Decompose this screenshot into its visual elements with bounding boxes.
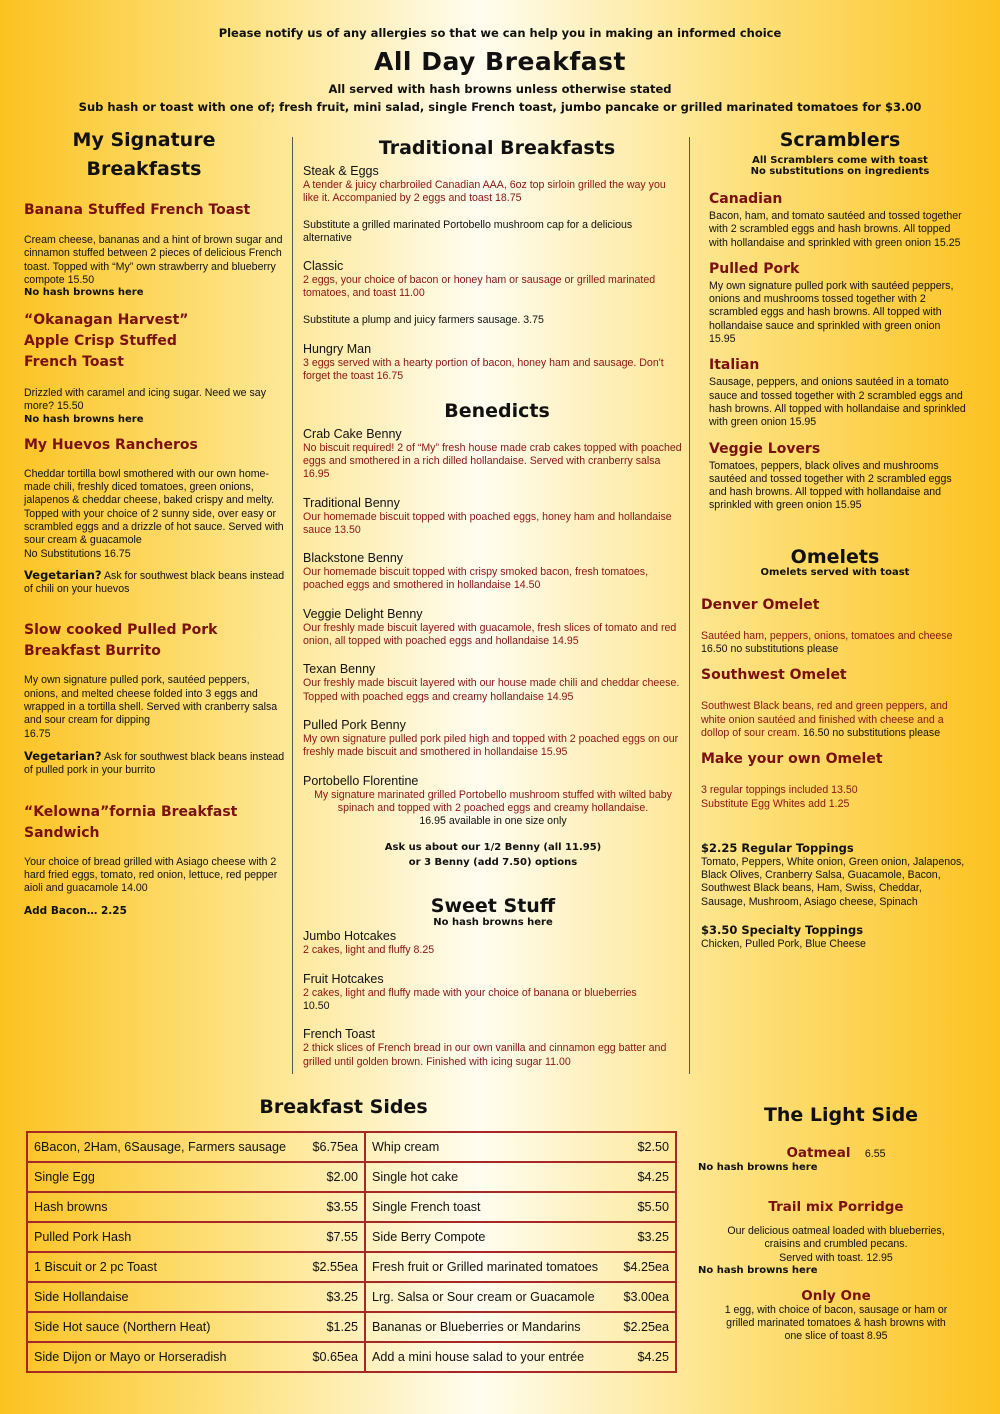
burrito-description: My own signature pulled pork, sautéed peppers, onions, and melted cheese folded into 3 eggs and wrapped in a tortilla shell. Served with cranberry salsa and sour cream for dipping: [24, 674, 278, 727]
side-item-price: $2.50: [637, 1140, 669, 1154]
specialty-toppings-title: $3.50 Specialty Toppings: [701, 923, 864, 938]
banana-note: No hash browns here: [24, 287, 144, 299]
hungry-name: Hungry Man: [303, 342, 372, 357]
porridge-note: No hash browns here: [698, 1264, 818, 1276]
side-item-name: Hash browns: [34, 1200, 108, 1214]
side-item-name: Fresh fruit or Grilled marinated tomatoes: [372, 1260, 599, 1274]
porridge-description: Our delicious oatmeal loaded with blueberries, craisins and crumbled pecans. Served with toast. 12.95: [727, 1225, 945, 1264]
light-side-title: The Light Side: [763, 1104, 919, 1126]
crab-name: Crab Cake Benny: [303, 426, 402, 441]
canadian-title: Canadian: [709, 191, 783, 207]
menu-title: All Day Breakfast: [374, 47, 626, 76]
sides-cell-right: [365, 1222, 676, 1252]
canadian-description: Bacon, ham, and tomato sautéed and tossed together with 2 scrambled eggs and hash browns. All topped with hollandaise and sprinkled with green onion 15.25: [709, 210, 962, 249]
side-item-price: $6.75ea: [312, 1140, 358, 1154]
denver-description: Sautéed ham, peppers, onions, tomatoes and cheese: [701, 629, 953, 642]
sides-cell-right: [365, 1282, 676, 1312]
portobello-price: 16.95 available in one size only: [419, 815, 567, 828]
menu-subtitle: All served with hash browns unless otherwise stated: [328, 82, 672, 96]
jumbo-description: 2 cakes, light and fluffy 8.25: [303, 944, 435, 957]
classic-name: Classic: [303, 259, 344, 274]
burrito-price: 16.75: [24, 727, 51, 740]
sides-cell-left: [27, 1132, 365, 1162]
huevos-description: Cheddar tortilla bowl smothered with our own home-made chili, freshly diced tomatoes, green onions, jalapenos & cheddar cheese, baked crispy and melty. Topped with your choice of 2 sunny side, over easy or scrambled eggs and a drizzle of hot sauce. Served with sour cream & guacamole: [24, 467, 284, 547]
side-item-price: $2.25ea: [623, 1320, 669, 1334]
sides-cell-left: [27, 1192, 365, 1222]
column-divider-left: [292, 137, 293, 1074]
steak-name: Steak & Eggs: [303, 164, 379, 178]
burrito-vegetarian: Vegetarian? Ask for southwest black beans instead of pulled pork in your burrito: [24, 748, 285, 777]
sweet-title: Sweet Stuff: [430, 895, 556, 918]
pulled-scrambler-title: Pulled Pork: [709, 260, 800, 277]
veggie-benny-description: Our freshly made biscuit layered with guacamole, fresh slices of tomato and red onion, all topped with poached eggs and hollandaise 14.95: [303, 621, 677, 648]
right-column: [701, 126, 969, 951]
side-item-name: Single French toast: [372, 1200, 481, 1214]
sides-cell-right: [365, 1342, 676, 1372]
side-item-name: Side Dijon or Mayo or Horseradish: [34, 1350, 227, 1364]
sides-cell-right: [365, 1252, 676, 1282]
sides-cell-right: [365, 1312, 676, 1342]
side-item-name: Lrg. Salsa or Sour cream or Guacamole: [372, 1290, 595, 1304]
side-item-name: Single Egg: [34, 1170, 95, 1184]
fruit-description: 2 cakes, light and fluffy made with your choice of banana or blueberries: [303, 986, 637, 999]
middle-column: [303, 134, 683, 1069]
blackstone-name: Blackstone Benny: [303, 551, 404, 566]
banana-description: Cream cheese, bananas and a hint of brown sugar and cinnamon stuffed between 2 pieces of delicious French toast. Topped with “My” own strawberry and blueberry compote 15.50: [24, 234, 283, 286]
benny-options-note: Ask us about our 1/2 Benny (all 11.95) or 3 Benny (add 7.50) options: [384, 842, 602, 869]
oatmeal-note: No hash browns here: [698, 1162, 818, 1173]
sides-row: [27, 1342, 676, 1372]
only-one-title: Only One: [801, 1287, 871, 1304]
column-divider-right: [689, 137, 690, 1074]
side-item-name: 6Bacon, 2Ham, 6Sausage, Farmers sausage: [34, 1140, 287, 1154]
sides-row: [27, 1252, 676, 1282]
sides-cell-left: [27, 1342, 365, 1372]
side-item-price: $4.25: [637, 1170, 669, 1184]
sides-cell-right: [365, 1132, 676, 1162]
banana-title: Banana Stuffed French Toast: [24, 202, 251, 218]
french-toast-name: French Toast: [303, 1027, 376, 1042]
side-item-name: Single hot cake: [372, 1170, 459, 1184]
sides-title: Breakfast Sides: [259, 1096, 428, 1118]
texan-description: Our freshly made biscuit layered with our house made chili and cheddar cheese. Topped with poached eggs and creamy hollandaise 14.95: [303, 677, 680, 703]
oatmeal-row: [698, 1144, 974, 1162]
french-toast-description: 2 thick slices of French bread in our own vanilla and cinnamon egg batter and grilled until golden brown. Finished with icing sugar 11.00: [303, 1042, 667, 1068]
fruit-name: Fruit Hotcakes: [303, 971, 384, 986]
texan-name: Texan Benny: [303, 662, 376, 677]
southwest-description: Southwest Black beans, red and green peppers, and white onion sautéed and finished with cheese and a dollop of sour cream. 16.50 no substitutions please: [701, 700, 948, 739]
pulled-benny-name: Pulled Pork Benny: [303, 717, 406, 732]
side-item-name: Side Hollandaise: [34, 1290, 129, 1304]
scramblers-title: Scramblers: [779, 129, 901, 151]
sweet-note: No hash browns here: [433, 917, 553, 929]
sides-row: [27, 1222, 676, 1252]
side-item-name: Whip cream: [372, 1140, 440, 1154]
sides-row: [27, 1192, 676, 1222]
sides-cell-left: [27, 1282, 365, 1312]
hungry-description: 3 eggs served with a hearty portion of bacon, honey ham and sausage. Don't forget the toast 16.75: [303, 357, 664, 383]
steak-substitute: Substitute a grilled marinated Portobello mushroom cap for a delicious alternative: [303, 218, 633, 244]
signature-section: [24, 126, 286, 917]
sides-row: [27, 1282, 676, 1312]
side-item-price: $3.25: [326, 1290, 358, 1304]
side-item-name: 1 Biscuit or 2 pc Toast: [34, 1260, 157, 1274]
light-side-section: [698, 1101, 974, 1344]
huevos-vegetarian: Vegetarian? Ask for southwest black beans instead of chili on your huevos: [24, 567, 285, 596]
benedicts-title: Benedicts: [444, 399, 550, 422]
classic-substitute: Substitute a plump and juicy farmers sausage. 3.75: [303, 313, 544, 326]
own-omelet-title: Make your own Omelet: [701, 751, 883, 768]
blackstone-description: Our homemade biscuit topped with crispy smoked bacon, fresh tomatoes, poached eggs and smothered in hollandaise 14.50: [303, 566, 649, 592]
own-omelet-line-2: Substitute Egg Whites add 1.25: [701, 797, 850, 810]
jumbo-name: Jumbo Hotcakes: [303, 929, 397, 944]
sides-cell-left: [27, 1162, 365, 1192]
veggie-lovers-description: Tomatoes, peppers, black olives and mushrooms sautéed and tossed together with 2 scrambled eggs and hash browns. All topped with hollandaise and sprinkled with green onion 15.95: [709, 459, 952, 512]
sides-cell-left: [27, 1312, 365, 1342]
veggie-benny-name: Veggie Delight Benny: [303, 606, 423, 621]
trad-benny-name: Traditional Benny: [303, 495, 400, 510]
denver-price: 16.50 no substitutions please: [701, 643, 839, 656]
southwest-title: Southwest Omelet: [701, 667, 847, 684]
sides-cell-left: [27, 1222, 365, 1252]
menu-substitution-note: Sub hash or toast with one of; fresh fruit, mini salad, single French toast, jumbo pancake or grilled marinated tomatoes for $3.00: [78, 100, 922, 114]
pulled-scrambler-description: My own signature pulled pork with sautéed peppers, onions and mushrooms tossed together with 2 scrambled eggs and hash browns. All topped with hollandaise sauce and sprinkled with green onion 15.95: [709, 279, 954, 346]
omelets-title: Omelets: [790, 545, 880, 568]
own-omelet-line-1: 3 regular toppings included 13.50: [701, 784, 858, 797]
okanagan-note: No hash browns here: [24, 413, 144, 425]
oatmeal-price: 6.55: [864, 1148, 886, 1160]
side-item-price: $1.25: [326, 1320, 358, 1334]
huevos-price: No Substitutions 16.75: [24, 547, 131, 560]
sides-cell-left: [27, 1252, 365, 1282]
signature-title: My Signature Breakfasts: [72, 129, 216, 180]
burrito-title: Slow cooked Pulled Pork Breakfast Burrito: [24, 622, 218, 660]
only-one-description: 1 egg, with choice of bacon, sausage or ham or grilled marinated tomatoes & hash browns with one slice of toast 8.95: [724, 1303, 948, 1343]
steak-description: A tender & juicy charbroiled Canadian AAA, 6oz top sirloin grilled the way you like it. Accompanied by 2 eggs and toast 18.75: [303, 179, 666, 205]
italian-description: Sausage, peppers, and onions sautéed in a tomato sauce and tossed together with 2 scrambled eggs and hash browns. All topped with hollandaise and sprinkled with green onion 15.95: [709, 376, 966, 429]
okanagan-title: “Okanagan Harvest” Apple Crisp Stuffed French Toast: [24, 312, 189, 371]
sides-row: [27, 1162, 676, 1192]
italian-title: Italian: [709, 357, 760, 374]
side-item-name: Add a mini house salad to your entrée: [372, 1350, 585, 1364]
regular-toppings-list: Tomato, Peppers, White onion, Green onion, Jalapenos, Black Olives, Cranberry Salsa, Guacamole, Bacon, Southwest Black beans, Ham, Swiss, Cheddar, Sausage, Mushroom, Asiago cheese, Spinach: [701, 855, 965, 908]
huevos-title: My Huevos Rancheros: [24, 436, 198, 453]
scramblers-note-1: All Scramblers come with toast: [752, 155, 928, 166]
sides-row: [27, 1312, 676, 1342]
side-item-price: $0.65ea: [312, 1350, 358, 1364]
trad-benny-description: Our homemade biscuit topped with poached eggs, honey ham and hollandaise sauce 13.50: [303, 510, 672, 536]
classic-description: 2 eggs, your choice of bacon or honey ham or sausage or grilled marinated tomatoes, and toast 11.00: [303, 274, 656, 300]
veggie-lovers-title: Veggie Lovers: [709, 440, 821, 457]
oatmeal-title: Oatmeal: [786, 1145, 851, 1161]
denver-title: Denver Omelet: [701, 596, 820, 613]
side-item-price: $4.25: [637, 1350, 669, 1364]
omelets-note: Omelets served with toast: [760, 566, 910, 578]
side-item-price: $3.55: [326, 1200, 358, 1214]
side-item-price: $4.25ea: [623, 1260, 669, 1274]
sides-row: [27, 1132, 676, 1162]
side-item-name: Bananas or Blueberries or Mandarins: [372, 1320, 581, 1334]
side-item-price: $3.00ea: [623, 1290, 669, 1304]
sides-table: [26, 1131, 677, 1373]
side-item-name: Side Berry Compote: [372, 1230, 486, 1244]
sides-cell-right: [365, 1192, 676, 1222]
crab-description: No biscuit required! 2 of “My” fresh house made crab cakes topped with poached eggs and smothered in a rich dilled hollandaise. Served with cranberry salsa 16.95: [303, 441, 682, 481]
side-item-name: Pulled Pork Hash: [34, 1230, 132, 1244]
allergy-note: Please notify us of any allergies so that we can help you in making an informed choice: [218, 26, 782, 40]
regular-toppings-title: $2.25 Regular Toppings: [701, 840, 854, 855]
sides-cell-right: [365, 1162, 676, 1192]
side-item-price: $7.55: [326, 1230, 358, 1244]
kelowna-add-bacon: Add Bacon… 2.25: [24, 905, 127, 918]
porridge-title: Trail mix Porridge: [768, 1199, 904, 1215]
side-item-price: $5.50: [637, 1200, 669, 1214]
scramblers-note-2: No substitutions on ingredients: [750, 166, 930, 177]
pulled-benny-description: My own signature pulled pork piled high and topped with 2 poached eggs on our freshly made biscuit and smothered in hollandaise 15.95: [303, 732, 679, 759]
side-item-price: $3.25: [637, 1230, 669, 1244]
scramblers-list: [709, 189, 969, 513]
portobello-name: Portobello Florentine: [303, 773, 419, 788]
kelowna-description: Your choice of bread grilled with Asiago cheese with 2 hard fried eggs, tomato, red onion, lettuce, red pepper aioli and guacamole 14.00: [24, 855, 278, 895]
portobello-description: My signature marinated grilled Portobello mushroom stuffed with wilted baby spinach and topped with 2 poached eggs and creamy hollandaise.: [314, 788, 672, 814]
side-item-price: $2.00: [326, 1170, 358, 1184]
side-item-price: $2.55ea: [312, 1260, 358, 1274]
okanagan-description: Drizzled with caramel and icing sugar. Need we say more? 15.50: [24, 387, 267, 413]
traditional-title: Traditional Breakfasts: [378, 137, 616, 159]
fruit-price: 10.50: [303, 1000, 330, 1013]
specialty-toppings-list: Chicken, Pulled Pork, Blue Cheese: [701, 938, 866, 951]
kelowna-title: “Kelowna”fornia Breakfast Sandwich: [24, 803, 238, 841]
side-item-name: Side Hot sauce (Northern Heat): [34, 1320, 211, 1334]
